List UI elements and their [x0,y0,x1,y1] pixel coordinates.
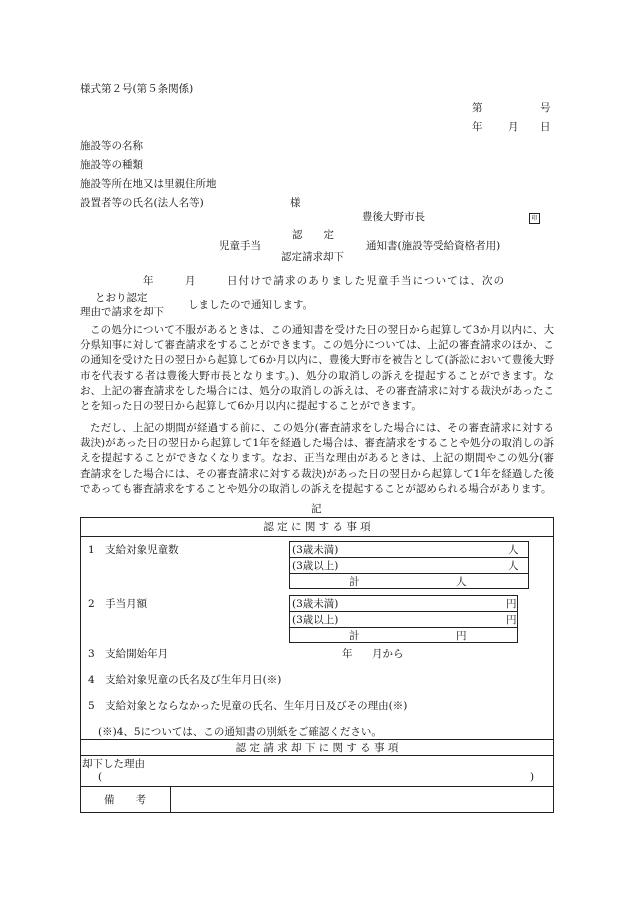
number-suffix: 号 [540,102,551,114]
facility-address-label: 施設等所在地又は里親住所地 [80,178,217,190]
item1-row2-unit: 人 [508,560,519,572]
item2-label: 2 手当月額 [88,598,148,610]
item1-row-divider-1 [289,557,529,558]
notice-title-prefix: 児童手当 [219,240,261,252]
item1-row1-label: (3歳未満) [292,544,339,556]
item2-total-label: 計 [349,630,360,642]
item2-row1-unit: 円 [506,598,517,610]
item1-row-divider-2 [289,573,529,574]
honorific: 様 [290,197,301,209]
item4-label: 4 支給対象児童の氏名及び生年月日(※) [88,674,282,686]
approval-header-divider [80,536,554,537]
rejection-reason-label: 却下した理由 [82,758,145,770]
facility-type-label: 施設等の種類 [80,159,143,171]
item2-row2-unit: 円 [506,614,517,626]
approval-section-bottom-divider [80,739,554,740]
intro-option-reject: 理由で請求を却下 [80,306,164,318]
item5-label: 5 支給対象とならなかった児童の氏名、生年月日及びその理由(※) [88,700,408,712]
number-prefix: 第 [472,102,483,114]
rejection-header-divider [80,755,554,756]
approval-note: (※)4、5については、この通知書の別紙をご確認ください。 [98,726,382,738]
intro-option-approve: とおり認定 [95,292,148,304]
remarks-label: 備 考 [104,794,146,806]
date-month: 月 [508,121,519,133]
intro-year: 年 [143,275,154,287]
intro-text2: しましたので通知します。 [188,299,314,311]
item1-total-unit: 人 [456,576,467,588]
item2-row-divider-2 [289,627,518,628]
rejection-reason-paren-open: ( [98,771,103,783]
item3-label: 3 支給開始年月 [88,648,169,660]
mayor-label: 豊後大野市長 [362,211,425,223]
notice-title-suffix: 通知書(施設等受給資格者用) [366,240,501,252]
intro-month: 月 [185,275,196,287]
notice-option-reject: 認定請求却下 [281,251,344,263]
notice-option-approve: 認 定 [292,229,334,241]
seal-icon: 印 [529,213,540,224]
rejection-reason-paren-close: ) [530,771,535,783]
item3-month-from: 月から [372,648,404,660]
form-label: 様式第２号(第５条関係) [80,83,194,95]
item1-row2-label: (3歳以上) [292,560,339,572]
facility-name-label: 施設等の名称 [80,140,143,152]
item2-row2-label: (3歳以上) [292,614,339,626]
approval-header: 認 定 に 関 す る 事 項 [263,521,371,533]
date-year: 年 [472,121,483,133]
item3-year: 年 [342,648,353,660]
intro-text1: 日付けで請求のありました児童手当については、次の [227,275,506,287]
ki-label: 記 [311,503,322,515]
founder-name-label: 設置者等の氏名(法人名等) [80,197,204,209]
item1-total-label: 計 [349,576,360,588]
item2-row1-label: (3歳未満) [292,598,339,610]
item2-row-divider-1 [289,611,518,612]
rejection-section-bottom-divider [80,786,554,787]
remarks-column-divider [170,786,171,813]
item2-total-unit: 円 [456,630,467,642]
date-day: 日 [540,121,551,133]
appeal-paragraph-2: ただし、上記の期間が経過する前に、この処分(審査請求をした場合には、その審査請求に対する裁決)があった日の翌日から起算して1年を経過した場合は、審査請求をすることや処分の取消しの訴えを提起することができなくなります。なお、正当な理由があるときは、上記の期間やこの処分(審査請求をした場合には、その審査請求に対する裁決)があった日の翌日から起算して1年を経過した後であっても審査請求をすることや処分の取消しの訴えを提起することが認められる場合があります。 [80,422,554,495]
rejection-header: 認 定 請 求 却 下 に 関 す る 事 項 [235,742,399,754]
appeal-paragraph-1: この処分について不服があるときは、この通知書を受けた日の翌日から起算して3か月以内に、大分県知事に対して審査請求をすることができます。この処分については、上記の審査請求のほか、この通知を受けた日の翌日から起算して6か月以内に、豊後大野市を被告として(訴訟において豊後大野市を代表する者は豊後大野市長となります。)、処分の取消しの訴えを提起することができます。なお、上記の審査請求をした場合には、処分の取消しの訴えは、その審査請求に対する裁決があったことを知った日の翌日から起算して6か月以内に提起することができます。 [80,324,554,413]
item1-row1-unit: 人 [508,544,519,556]
item1-label: 1 支給対象児童数 [88,544,179,556]
